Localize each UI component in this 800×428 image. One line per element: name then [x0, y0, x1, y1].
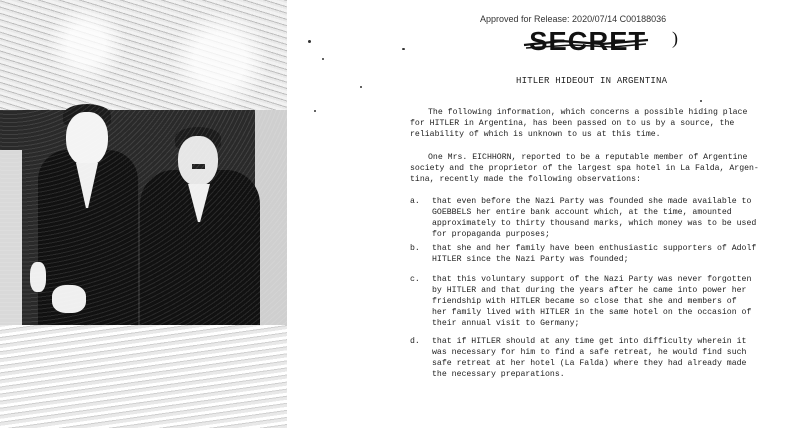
- item-line: that even before the Nazi Party was founded she made available to: [432, 197, 752, 206]
- classification-mark: ): [672, 28, 678, 48]
- scan-speck: [402, 48, 405, 50]
- declassified-document: [300, 0, 800, 428]
- photo-grain: [0, 0, 287, 428]
- classification-strikethrough: [522, 36, 650, 52]
- item-line: the necessary preparations.: [432, 370, 565, 379]
- item-line: by HITLER and that during the years after he came into power her: [432, 286, 747, 295]
- item-line: friendship with HITLER became so close that she and members of: [432, 297, 737, 306]
- archival-photo: [0, 0, 287, 428]
- item-b-text: [432, 243, 756, 265]
- item-line: approximately to thirty thousand marks, which money was to be used: [432, 219, 757, 228]
- scan-speck: [314, 110, 316, 112]
- scan-speck: [700, 100, 702, 102]
- item-c-label: c.: [410, 275, 420, 284]
- item-line: HITLER since the Nazi Party was founded;: [432, 255, 629, 264]
- item-line: her family lived with HITLER in the same hotel on the occasion of: [432, 308, 752, 317]
- source-paragraph: [410, 152, 759, 185]
- source-line: society and the proprietor of the largest spa hotel in La Falda, Argen-: [410, 164, 759, 173]
- item-line: that if HITLER should at any time get into difficulty wherein it: [432, 337, 747, 346]
- scan-speck: [360, 86, 362, 88]
- item-b-label: b.: [410, 244, 420, 253]
- item-line: that this voluntary support of the Nazi Party was never forgotten: [432, 275, 752, 284]
- intro-line: The following information, which concerns a possible hiding place: [428, 108, 748, 117]
- item-line: their annual visit to Germany;: [432, 319, 580, 328]
- intro-line: for HITLER in Argentina, has been passed on to us by a source, the: [410, 119, 735, 128]
- intro-line: reliability of which is unknown to us at this time.: [410, 130, 661, 139]
- document-title: HITLER HIDEOUT IN ARGENTINA: [516, 76, 668, 86]
- scan-speck: [322, 58, 324, 60]
- intro-paragraph: [410, 107, 747, 140]
- item-line: GOEBBELS her entire bank account which, at the time, amounted: [432, 208, 732, 217]
- classification-heading: SECRET: [529, 26, 647, 56]
- item-line: for propaganda purposes;: [432, 230, 550, 239]
- scan-speck: [308, 40, 311, 43]
- item-line: that she and her family have been enthusiastic supporters of Adolf: [432, 244, 757, 253]
- release-stamp: Approved for Release: 2020/07/14 C00188036: [480, 14, 667, 24]
- item-d-text: [432, 336, 746, 380]
- source-line: One Mrs. EICHHORN, reported to be a reputable member of Argentine: [428, 153, 748, 162]
- item-line: safe retreat at her hotel (La Falda) where they had already made: [432, 359, 747, 368]
- item-line: was necessary for him to find a safe retreat, he would find such: [432, 348, 747, 357]
- item-a-label: a.: [410, 197, 420, 206]
- item-a-text: [432, 196, 756, 240]
- source-line: tina, recently made the following observations:: [410, 175, 641, 184]
- item-d-label: d.: [410, 337, 420, 346]
- item-c-text: [432, 274, 751, 329]
